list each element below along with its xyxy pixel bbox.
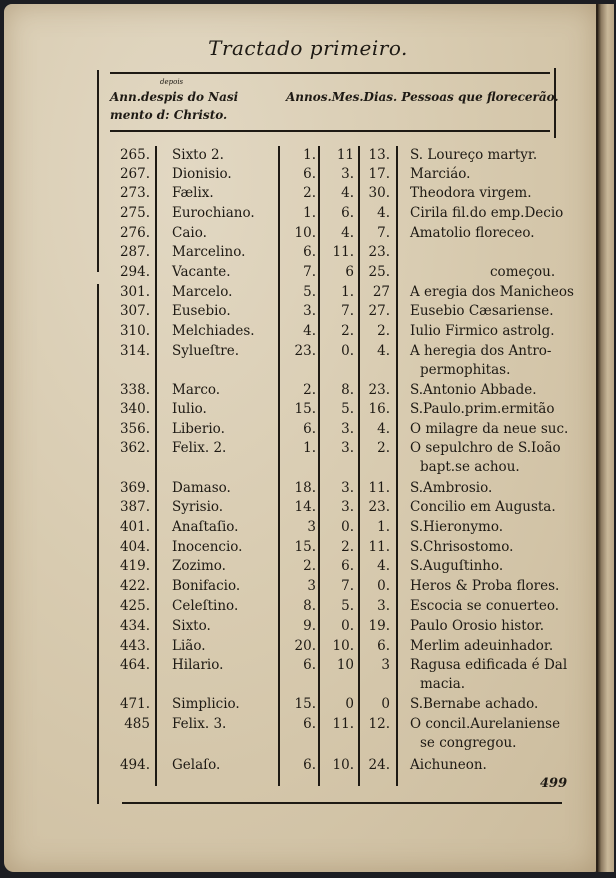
year-cell: 404.: [119, 539, 150, 555]
mes-cell: 5.: [341, 401, 354, 417]
pope-name-cell: Sylueſtre.: [172, 343, 240, 359]
pope-name-cell: Felix. 2.: [172, 440, 227, 456]
mes-cell: 7.: [341, 578, 354, 594]
header-top-rule: [110, 72, 550, 74]
year-cell: 434.: [119, 618, 150, 634]
mes-cell: 3.: [341, 480, 354, 496]
table-left-rule-lower: [97, 284, 99, 804]
header-year-col-line1: Ann.despis do Nasi: [110, 90, 239, 104]
persons-cell: começou.: [490, 264, 556, 280]
mes-cell: 0: [345, 696, 354, 712]
pope-name-cell: Dionisio.: [172, 166, 232, 182]
dias-cell: 4.: [377, 343, 390, 359]
pope-name-cell: Syrisio.: [172, 499, 224, 515]
year-cell: 471.: [119, 696, 150, 712]
table-left-rule: [97, 70, 99, 272]
mes-cell: 4.: [341, 225, 354, 241]
persons-cell: Paulo Orosio histor.: [410, 618, 545, 634]
annos-cell: 2.: [303, 558, 316, 574]
pope-name-cell: Anaſtaſio.: [172, 519, 239, 535]
annos-cell: 3.: [303, 303, 316, 319]
year-cell: 273.: [119, 185, 150, 201]
mes-cell: 10.: [332, 757, 354, 773]
persons-cell: se congregou.: [420, 735, 517, 751]
persons-cell: A eregia dos Manicheos: [410, 284, 574, 300]
dias-cell: 3: [381, 657, 390, 673]
pope-name-cell: Eusebio.: [172, 303, 231, 319]
pope-name-cell: Bonifacio.: [172, 578, 241, 594]
year-cell: 314.: [119, 343, 150, 359]
annos-cell: 4.: [303, 323, 316, 339]
pope-name-cell: Zozimo.: [172, 558, 226, 574]
annos-cell: 15.: [294, 696, 316, 712]
page-number: 499: [540, 776, 568, 791]
annos-cell: 23.: [294, 343, 316, 359]
pope-name-cell: Caio.: [172, 225, 207, 241]
annos-cell: 3: [307, 578, 316, 594]
year-cell: 265.: [119, 147, 150, 163]
annos-cell: 6.: [303, 716, 316, 732]
persons-cell: O concil.Aurelaniense: [410, 716, 561, 732]
mes-cell: 11.: [332, 716, 354, 732]
mes-cell: 11.: [332, 244, 354, 260]
year-column-rule: [155, 146, 157, 786]
persons-cell: Escocia se conuerteo.: [410, 598, 560, 614]
year-cell: 419.: [119, 558, 150, 574]
pope-name-cell: Iulio.: [172, 401, 207, 417]
mes-cell: 3.: [341, 166, 354, 182]
dias-cell: 4.: [377, 205, 390, 221]
year-cell: 275.: [119, 205, 150, 221]
running-title: Tractado primeiro.: [208, 36, 408, 60]
pope-name-cell: Melchiades.: [172, 323, 255, 339]
dias-cell: 7.: [377, 225, 390, 241]
persons-cell: Merlim adeuinhador.: [410, 638, 554, 654]
persons-cell: S.Ambrosio.: [410, 480, 493, 496]
dias-cell: 23.: [368, 499, 390, 515]
pope-name-cell: Gelaſo.: [172, 757, 221, 773]
year-cell: 310.: [119, 323, 150, 339]
year-cell: 267.: [119, 166, 150, 182]
annos-cell: 2.: [303, 185, 316, 201]
pope-name-cell: Fælix.: [172, 185, 214, 201]
mes-cell: 0.: [341, 618, 354, 634]
year-cell: 362.: [119, 440, 150, 456]
year-cell: 494.: [119, 757, 150, 773]
dias-cell: 27.: [368, 303, 390, 319]
annos-cell: 1.: [303, 147, 316, 163]
pope-name-cell: Sixto.: [172, 618, 211, 634]
persons-cell: S.Bernabe achado.: [410, 696, 539, 712]
annos-cell: 6.: [303, 757, 316, 773]
year-cell: 443.: [119, 638, 150, 654]
annos-cell: 6.: [303, 166, 316, 182]
pope-name-cell: Felix. 3.: [172, 716, 227, 732]
persons-cell: S.Antonio Abbade.: [410, 382, 537, 398]
year-cell: 422.: [119, 578, 150, 594]
mes-cell: 6.: [341, 558, 354, 574]
annos-cell: 6.: [303, 421, 316, 437]
persons-cell: O milagre da neue suc.: [410, 421, 569, 437]
dias-cell: 4.: [377, 421, 390, 437]
annos-cell: 3: [307, 519, 316, 535]
mes-cell: 2.: [341, 323, 354, 339]
mes-cell: 8.: [341, 382, 354, 398]
annos-column-rule: [318, 146, 320, 786]
mes-cell: 10.: [332, 638, 354, 654]
dias-cell: 19.: [368, 618, 390, 634]
dias-cell: 25.: [368, 264, 390, 280]
persons-cell: S.Chrisostomo.: [410, 539, 514, 555]
dias-cell: 23.: [368, 244, 390, 260]
mes-cell: 11: [336, 147, 354, 163]
year-cell: 307.: [119, 303, 150, 319]
dias-cell: 4.: [377, 558, 390, 574]
persons-cell: O sepulchro de S.Ioão: [410, 440, 561, 456]
persons-cell: A heregia dos Antro-: [410, 343, 552, 359]
mes-cell: 7.: [341, 303, 354, 319]
pope-name-cell: Marco.: [172, 382, 221, 398]
persons-cell: Aichuneon.: [410, 757, 487, 773]
header-year-col-line2: mento d: Christo.: [110, 108, 228, 122]
persons-cell: Amatolio floreceo.: [410, 225, 535, 241]
persons-cell: Theodora virgem.: [410, 185, 532, 201]
year-cell: 425.: [119, 598, 150, 614]
dias-cell: 11.: [368, 480, 390, 496]
mes-cell: 4.: [341, 185, 354, 201]
dias-cell: 0: [381, 696, 390, 712]
year-cell: 356.: [119, 421, 150, 437]
dias-cell: 1.: [377, 519, 390, 535]
pope-name-cell: Celeſtino.: [172, 598, 239, 614]
pope-name-cell: Simplicio.: [172, 696, 240, 712]
annos-cell: 10.: [294, 225, 316, 241]
dias-cell: 24.: [368, 757, 390, 773]
year-cell: 340.: [119, 401, 150, 417]
dias-cell: 12.: [368, 716, 390, 732]
mes-cell: 6: [345, 264, 354, 280]
persons-cell: S.Paulo.prim.ermitão: [410, 401, 555, 417]
mes-cell: 1.: [341, 284, 354, 300]
annos-cell: 5.: [303, 284, 316, 300]
header-handwritten-note: depois: [160, 78, 184, 86]
persons-cell: macia.: [420, 676, 466, 692]
year-cell: 338.: [119, 382, 150, 398]
annos-cell: 1.: [303, 205, 316, 221]
pope-column-rule: [278, 146, 280, 786]
annos-cell: 7.: [303, 264, 316, 280]
mes-cell: 3.: [341, 440, 354, 456]
pope-name-cell: Eurochiano.: [172, 205, 255, 221]
persons-cell: S.Auguſtinho.: [410, 558, 504, 574]
year-cell: 369.: [119, 480, 150, 496]
mes-column-rule: [358, 146, 360, 786]
year-cell: 401.: [119, 519, 150, 535]
mes-cell: 6.: [341, 205, 354, 221]
persons-cell: Marciáo.: [410, 166, 471, 182]
mes-cell: 10: [336, 657, 354, 673]
pope-name-cell: Liberio.: [172, 421, 225, 437]
annos-cell: 6.: [303, 657, 316, 673]
mes-cell: 2.: [341, 539, 354, 555]
dias-cell: 17.: [368, 166, 390, 182]
mes-cell: 3.: [341, 499, 354, 515]
annos-cell: 9.: [303, 618, 316, 634]
pope-name-cell: Damaso.: [172, 480, 231, 496]
dias-cell: 27: [372, 284, 390, 300]
pope-name-cell: Inocencio.: [172, 539, 243, 555]
annos-cell: 15.: [294, 401, 316, 417]
header-other-cols: Annos.Mes.Dias. Pessoas que florecerão.: [286, 90, 559, 104]
dias-cell: 23.: [368, 382, 390, 398]
persons-cell: S. Loureço martyr.: [410, 147, 538, 163]
annos-cell: 15.: [294, 539, 316, 555]
year-cell: 276.: [119, 225, 150, 241]
pope-name-cell: Marcelo.: [172, 284, 233, 300]
year-cell: 301.: [119, 284, 150, 300]
annos-cell: 14.: [294, 499, 316, 515]
pope-name-cell: Hilario.: [172, 657, 224, 673]
persons-cell: Iulio Firmico astrolg.: [410, 323, 555, 339]
dias-cell: 11.: [368, 539, 390, 555]
year-cell: 294.: [119, 264, 150, 280]
header-bottom-rule: [110, 130, 550, 132]
dias-cell: 2.: [377, 323, 390, 339]
dias-cell: 2.: [377, 440, 390, 456]
persons-cell: Heros & Proba flores.: [410, 578, 560, 594]
mes-cell: 0.: [341, 343, 354, 359]
year-cell: 387.: [119, 499, 150, 515]
table-bottom-rule: [122, 802, 562, 804]
annos-cell: 2.: [303, 382, 316, 398]
mes-cell: 5.: [341, 598, 354, 614]
dias-column-rule: [396, 146, 398, 786]
year-cell: 485: [124, 716, 150, 732]
year-cell: 287.: [119, 244, 150, 260]
annos-cell: 20.: [294, 638, 316, 654]
pope-name-cell: Sixto 2.: [172, 147, 224, 163]
persons-cell: bapt.se achou.: [420, 459, 520, 475]
dias-cell: 3.: [377, 598, 390, 614]
pope-name-cell: Lião.: [172, 638, 206, 654]
annos-cell: 6.: [303, 244, 316, 260]
dias-cell: 6.: [377, 638, 390, 654]
mes-cell: 3.: [341, 421, 354, 437]
annos-cell: 8.: [303, 598, 316, 614]
pope-name-cell: Vacante.: [172, 264, 231, 280]
persons-cell: Ragusa edificada é Dal: [410, 657, 568, 673]
mes-cell: 0.: [341, 519, 354, 535]
year-cell: 464.: [119, 657, 150, 673]
persons-cell: S.Hieronymo.: [410, 519, 504, 535]
annos-cell: 1.: [303, 440, 316, 456]
persons-cell: Cirila fil.do emp.Decio: [410, 205, 564, 221]
dias-cell: 13.: [368, 147, 390, 163]
annos-cell: 18.: [294, 480, 316, 496]
persons-cell: Eusebio Cæsariense.: [410, 303, 554, 319]
dias-cell: 0.: [377, 578, 390, 594]
persons-cell: Concilio em Augusta.: [410, 499, 556, 515]
persons-cell: permophitas.: [420, 362, 511, 378]
pope-name-cell: Marcelino.: [172, 244, 246, 260]
dias-cell: 30.: [368, 185, 390, 201]
dias-cell: 16.: [368, 401, 390, 417]
facing-page-edge: [598, 4, 614, 872]
